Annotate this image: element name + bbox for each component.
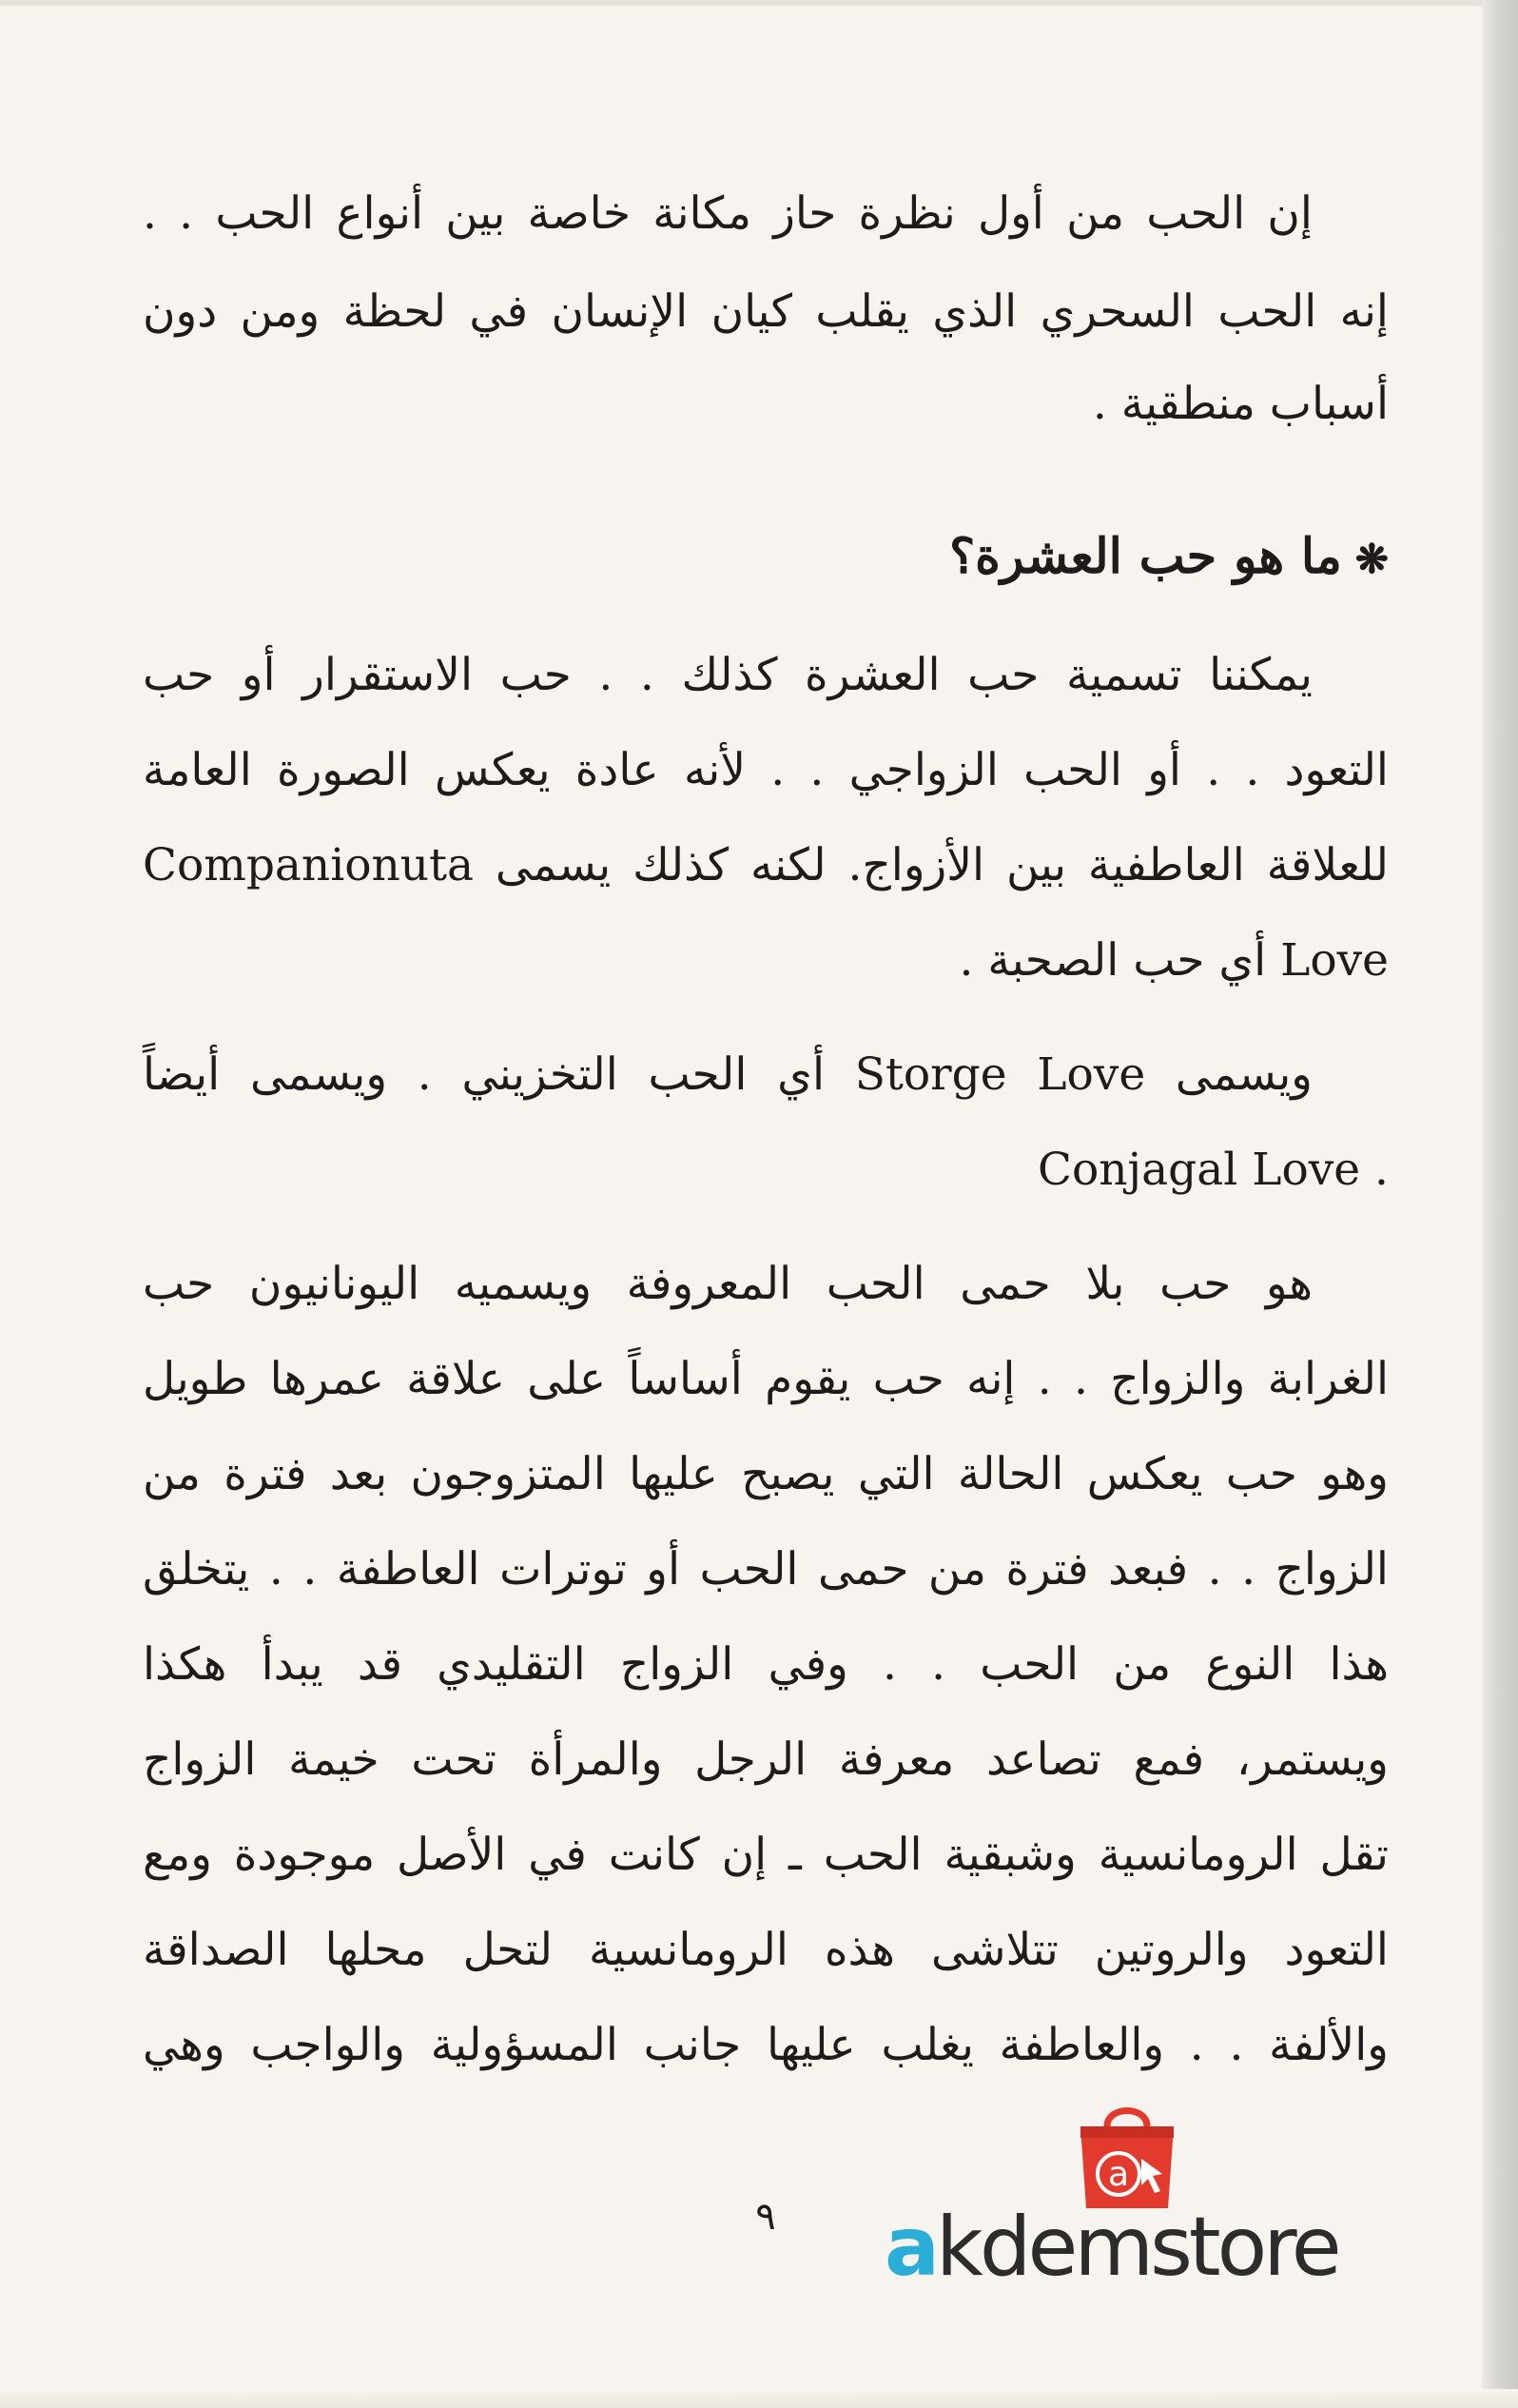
paragraph-4-line-9: والألفة . . والعاطفة يغلب عليها جانب المسؤولية والواجب وهي xyxy=(143,2019,1389,2071)
paragraph-2-line-2: التعود . . أو الحب الزواجي . . لأنه عادة يعكس الصورة العامة xyxy=(143,744,1389,796)
page-body xyxy=(143,0,1389,2188)
watermark-text xyxy=(885,2202,1379,2293)
paragraph-4-line-3: وهو حب يعكس الحالة التي يصبح عليها المتزوجون بعد فترة من xyxy=(143,1448,1389,1500)
page-bottom-shadow xyxy=(0,2389,1518,2408)
page-binding-edge xyxy=(1482,0,1518,2408)
watermark-name: kdemstore xyxy=(936,2200,1338,2295)
section-heading xyxy=(143,523,1389,590)
shopping-bag-icon xyxy=(1075,2098,1179,2210)
paragraph-4-line-2: الغرابة والزواج . . إنه حب يقوم أساساً على علاقة عمرها طويل xyxy=(143,1353,1389,1405)
paragraph-1-line-1: إن الحب من أول نظرة حاز مكانة خاصة بين أنواع الحب . . xyxy=(143,187,1313,240)
paragraph-2-line-1: يمكننا تسمية حب العشرة كذلك . . حب الاستقرار أو حب xyxy=(143,649,1313,701)
paragraph-1-line-3: أسباب منطقية . xyxy=(1092,378,1389,430)
paragraph-4-line-7: تقل الرومانسية وشبقية الحب ـ إن كانت في الأصل موجودة ومع xyxy=(143,1829,1389,1881)
paragraph-2-line-3: للعلاقة العاطفية بين الأزواج. لكنه كذلك يسمى Companionuta xyxy=(143,839,1389,891)
bag-letter: a xyxy=(1107,2155,1130,2194)
paragraph-4-line-8: التعود والروتين تتلاشى هذه الرومانسية لتحل محلها الصداقة xyxy=(143,1924,1389,1976)
section-heading-text: ما هو حب العشرة؟ xyxy=(949,528,1342,585)
asterisk-bullet-icon: ❋ xyxy=(1354,536,1389,582)
watermark-prefix: a xyxy=(885,2200,937,2295)
paragraph-3-line-2: . Conjagal Love xyxy=(1038,1144,1389,1196)
page-number: ٩ xyxy=(755,2195,776,2239)
paragraph-3-line-1: ويسمى Storge Love أي الحب التخزيني . ويسمى أيضاً xyxy=(143,1048,1313,1101)
paragraph-4-line-5: هذا النوع من الحب . . وفي الزواج التقليدي قد يبدأ هكذا xyxy=(143,1638,1389,1691)
paragraph-2-line-4: Love أي حب الصحبة . xyxy=(959,934,1389,987)
paragraph-4-line-6: ويستمر، فمع تصاعد معرفة الرجل والمرأة تحت خيمة الزواج xyxy=(143,1733,1389,1786)
paragraph-1-line-2: إنه الحب السحري الذي يقلب كيان الإنسان في لحظة ومن دون xyxy=(143,285,1389,338)
paragraph-4-line-1: هو حب بلا حمى الحب المعروفة ويسميه اليونانيون حب xyxy=(143,1258,1313,1310)
store-watermark xyxy=(885,2098,1379,2298)
paragraph-4-line-4: الزواج . . فبعد فترة من حمى الحب أو توترات العاطفة . . يتخلق xyxy=(143,1543,1389,1596)
